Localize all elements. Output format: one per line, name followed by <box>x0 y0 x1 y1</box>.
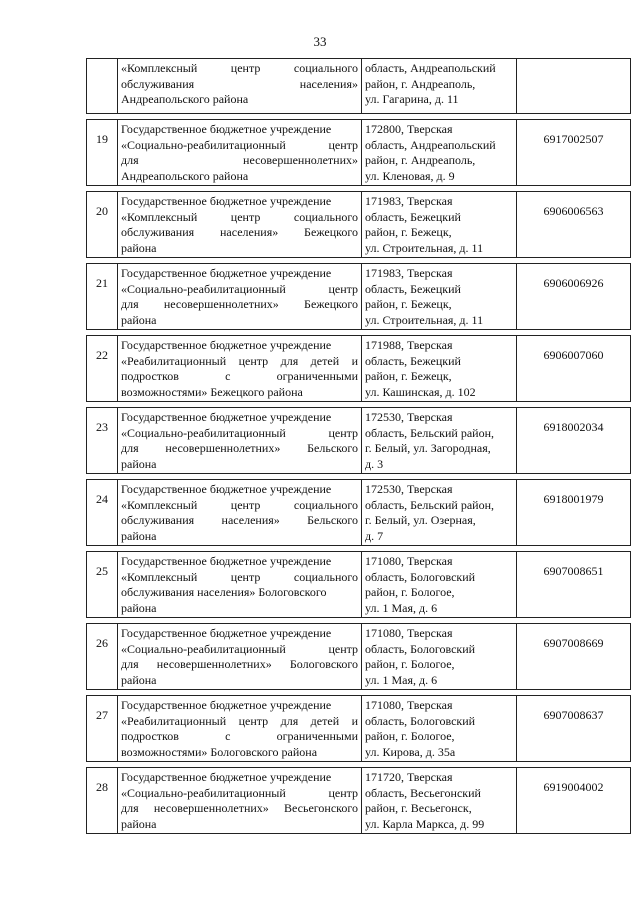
address-line: 172530, Тверская <box>365 482 453 496</box>
table-row <box>87 192 631 258</box>
address-cell <box>362 696 517 762</box>
row-number: 24 <box>87 480 118 546</box>
table-row <box>87 336 631 402</box>
address-line: 171080, Тверская <box>365 698 453 712</box>
address-line: 172800, Тверская <box>365 122 453 136</box>
address-line: район, г. Бологое, <box>365 585 455 599</box>
institution-name-line: Государственное бюджетное учреждение <box>121 770 332 784</box>
institution-name-line: для несовершеннолетних» <box>121 153 358 167</box>
institutions-table-body <box>87 59 631 834</box>
institution-name-line: возможностями» Бежецкого района <box>121 384 303 399</box>
inn-cell: 6907008669 <box>517 624 631 690</box>
address-line: район, г. Весьегонск, <box>365 801 472 815</box>
inn-cell: 6907008651 <box>517 552 631 618</box>
institution-name-line: «Социально-реабилитационный центр <box>121 137 358 152</box>
institution-name-line: Государственное бюджетное учреждение <box>121 266 332 280</box>
institution-name-line: «Социально-реабилитационный центр <box>121 785 358 800</box>
institution-name-line: района <box>121 528 157 543</box>
address-line: район, г. Бологое, <box>365 657 455 671</box>
institution-name-line: Государственное бюджетное учреждение <box>121 698 332 712</box>
address-line: 172530, Тверская <box>365 410 453 424</box>
institution-name-line: обслуживания населения» Бельского <box>121 513 358 527</box>
address-cell <box>362 768 517 834</box>
address-cell <box>362 480 517 546</box>
address-cell <box>362 336 517 402</box>
address-line: ул. Гагарина, д. 11 <box>365 92 459 106</box>
address-line: ул. 1 Мая, д. 6 <box>365 672 438 687</box>
institution-name-line: подростков с ограниченными <box>121 729 358 743</box>
table-row <box>87 264 631 330</box>
table-row <box>87 552 631 618</box>
row-number: 19 <box>87 120 118 186</box>
institution-name-cell <box>118 59 362 114</box>
address-line: ул. Кашинская, д. 102 <box>365 384 476 399</box>
address-line: г. Белый, ул. Загородная, <box>365 441 491 455</box>
inn-cell: 6917002507 <box>517 120 631 186</box>
institution-name-line: Андреапольского района <box>121 92 249 106</box>
address-line: область, Бологовский <box>365 569 476 584</box>
institution-name-line: района <box>121 240 157 255</box>
address-cell <box>362 120 517 186</box>
institution-name-line: «Комплексный центр социального <box>121 497 358 512</box>
institution-name-line: для несовершеннолетних» Весьегонского <box>121 801 358 815</box>
inn-cell: 6906006563 <box>517 192 631 258</box>
institution-name-line: возможностями» Бологовского района <box>121 744 318 759</box>
institution-name-line: района <box>121 816 157 831</box>
inn-cell <box>517 59 631 114</box>
address-cell <box>362 408 517 474</box>
table-row <box>87 624 631 690</box>
institution-name-line: «Социально-реабилитационный центр <box>121 425 358 440</box>
inn-cell: 6918001979 <box>517 480 631 546</box>
inn-cell: 6906007060 <box>517 336 631 402</box>
address-line: д. 3 <box>365 456 384 471</box>
address-line: 171080, Тверская <box>365 554 453 568</box>
address-line: область, Бельский район, <box>365 497 495 512</box>
table-row <box>87 696 631 762</box>
institution-name-line: для несовершеннолетних» Бельского <box>121 441 358 455</box>
table-row <box>87 120 631 186</box>
address-line: 171988, Тверская <box>365 338 453 352</box>
institution-name-line: Государственное бюджетное учреждение <box>121 554 332 568</box>
institution-name-cell <box>118 264 362 330</box>
institution-name-line: обслуживания населения» Бологовского <box>121 585 327 599</box>
institution-name-line: подростков с ограниченными <box>121 369 358 383</box>
row-number: 27 <box>87 696 118 762</box>
table-row <box>87 59 631 114</box>
address-line: район, г. Андреаполь, <box>365 76 476 91</box>
row-number: 28 <box>87 768 118 834</box>
address-line: район, г. Бежецк, <box>365 297 452 311</box>
table-row <box>87 480 631 546</box>
institution-name-line: обслуживания населения» <box>121 76 358 91</box>
address-cell <box>362 552 517 618</box>
institution-name-line: Государственное бюджетное учреждение <box>121 626 332 640</box>
address-line: район, г. Бологое, <box>365 729 455 743</box>
address-line: область, Бологовский <box>365 713 476 728</box>
address-line: д. 7 <box>365 528 384 543</box>
institution-name-line: района <box>121 672 157 687</box>
institution-name-cell <box>118 624 362 690</box>
inn-cell: 6918002034 <box>517 408 631 474</box>
address-line: область, Бежецкий <box>365 281 461 296</box>
institution-name-cell <box>118 408 362 474</box>
address-line: район, г. Бежецк, <box>365 225 452 239</box>
institution-name-cell <box>118 480 362 546</box>
institution-name-line: «Реабилитационный центр для детей и <box>121 353 358 368</box>
institution-name-line: района <box>121 456 157 471</box>
row-number: 22 <box>87 336 118 402</box>
institution-name-line: «Социально-реабилитационный центр <box>121 641 358 656</box>
institution-name-line: Государственное бюджетное учреждение <box>121 338 332 352</box>
address-line: область, Бежецкий <box>365 353 461 368</box>
address-line: ул. 1 Мая, д. 6 <box>365 600 438 615</box>
address-cell <box>362 624 517 690</box>
address-line: г. Белый, ул. Озерная, <box>365 513 476 527</box>
address-line: 171983, Тверская <box>365 194 453 208</box>
institution-name-cell <box>118 552 362 618</box>
institution-name-line: для несовершеннолетних» Бежецкого <box>121 297 358 311</box>
address-line: ул. Строительная, д. 11 <box>365 312 484 327</box>
inn-cell: 6907008637 <box>517 696 631 762</box>
address-line: область, Андреапольский <box>365 61 496 75</box>
institution-name-line: «Комплексный центр социального <box>121 569 358 584</box>
institution-name-line: Государственное бюджетное учреждение <box>121 122 332 136</box>
address-cell <box>362 264 517 330</box>
institution-name-cell <box>118 336 362 402</box>
row-number <box>87 59 118 114</box>
institution-name-cell <box>118 192 362 258</box>
row-number: 20 <box>87 192 118 258</box>
institution-name-line: Государственное бюджетное учреждение <box>121 410 332 424</box>
institution-name-line: района <box>121 600 157 615</box>
institution-name-cell <box>118 696 362 762</box>
address-line: ул. Карла Маркса, д. 99 <box>365 816 485 831</box>
institution-name-cell <box>118 768 362 834</box>
institution-name-line: для несовершеннолетних» Бологовского <box>121 657 358 671</box>
table-row <box>87 408 631 474</box>
institution-name-line: обслуживания населения» Бежецкого <box>121 225 358 239</box>
address-line: область, Андреапольский <box>365 137 496 152</box>
institution-name-line: «Комплексный центр социального <box>121 209 358 224</box>
row-number: 25 <box>87 552 118 618</box>
address-line: область, Бежецкий <box>365 209 461 224</box>
address-line: область, Бологовский <box>365 641 476 656</box>
address-line: ул. Строительная, д. 11 <box>365 240 484 255</box>
institution-name-line: «Социально-реабилитационный центр <box>121 281 358 296</box>
inn-cell: 6919004002 <box>517 768 631 834</box>
institution-name-line: Андреапольского района <box>121 168 249 183</box>
row-number: 26 <box>87 624 118 690</box>
address-cell <box>362 59 517 114</box>
address-line: область, Бельский район, <box>365 425 495 440</box>
institution-name-line: «Комплексный центр социального <box>121 61 358 75</box>
row-number: 23 <box>87 408 118 474</box>
address-line: район, г. Андреаполь, <box>365 153 476 167</box>
address-line: 171080, Тверская <box>365 626 453 640</box>
address-line: район, г. Бежецк, <box>365 369 452 383</box>
table-row <box>87 768 631 834</box>
inn-cell: 6906006926 <box>517 264 631 330</box>
address-line: 171720, Тверская <box>365 770 453 784</box>
address-cell <box>362 192 517 258</box>
institution-name-line: района <box>121 312 157 327</box>
address-line: ул. Кленовая, д. 9 <box>365 168 455 183</box>
institution-name-line: Государственное бюджетное учреждение <box>121 194 332 208</box>
institution-name-line: «Реабилитационный центр для детей и <box>121 713 358 728</box>
institution-name-line: Государственное бюджетное учреждение <box>121 482 332 496</box>
institutions-table <box>86 58 631 834</box>
address-line: 171983, Тверская <box>365 266 453 280</box>
page-number: 33 <box>313 34 327 49</box>
row-number: 21 <box>87 264 118 330</box>
address-line: ул. Кирова, д. 35а <box>365 744 456 759</box>
address-line: область, Весьегонский <box>365 785 481 800</box>
institution-name-cell <box>118 120 362 186</box>
